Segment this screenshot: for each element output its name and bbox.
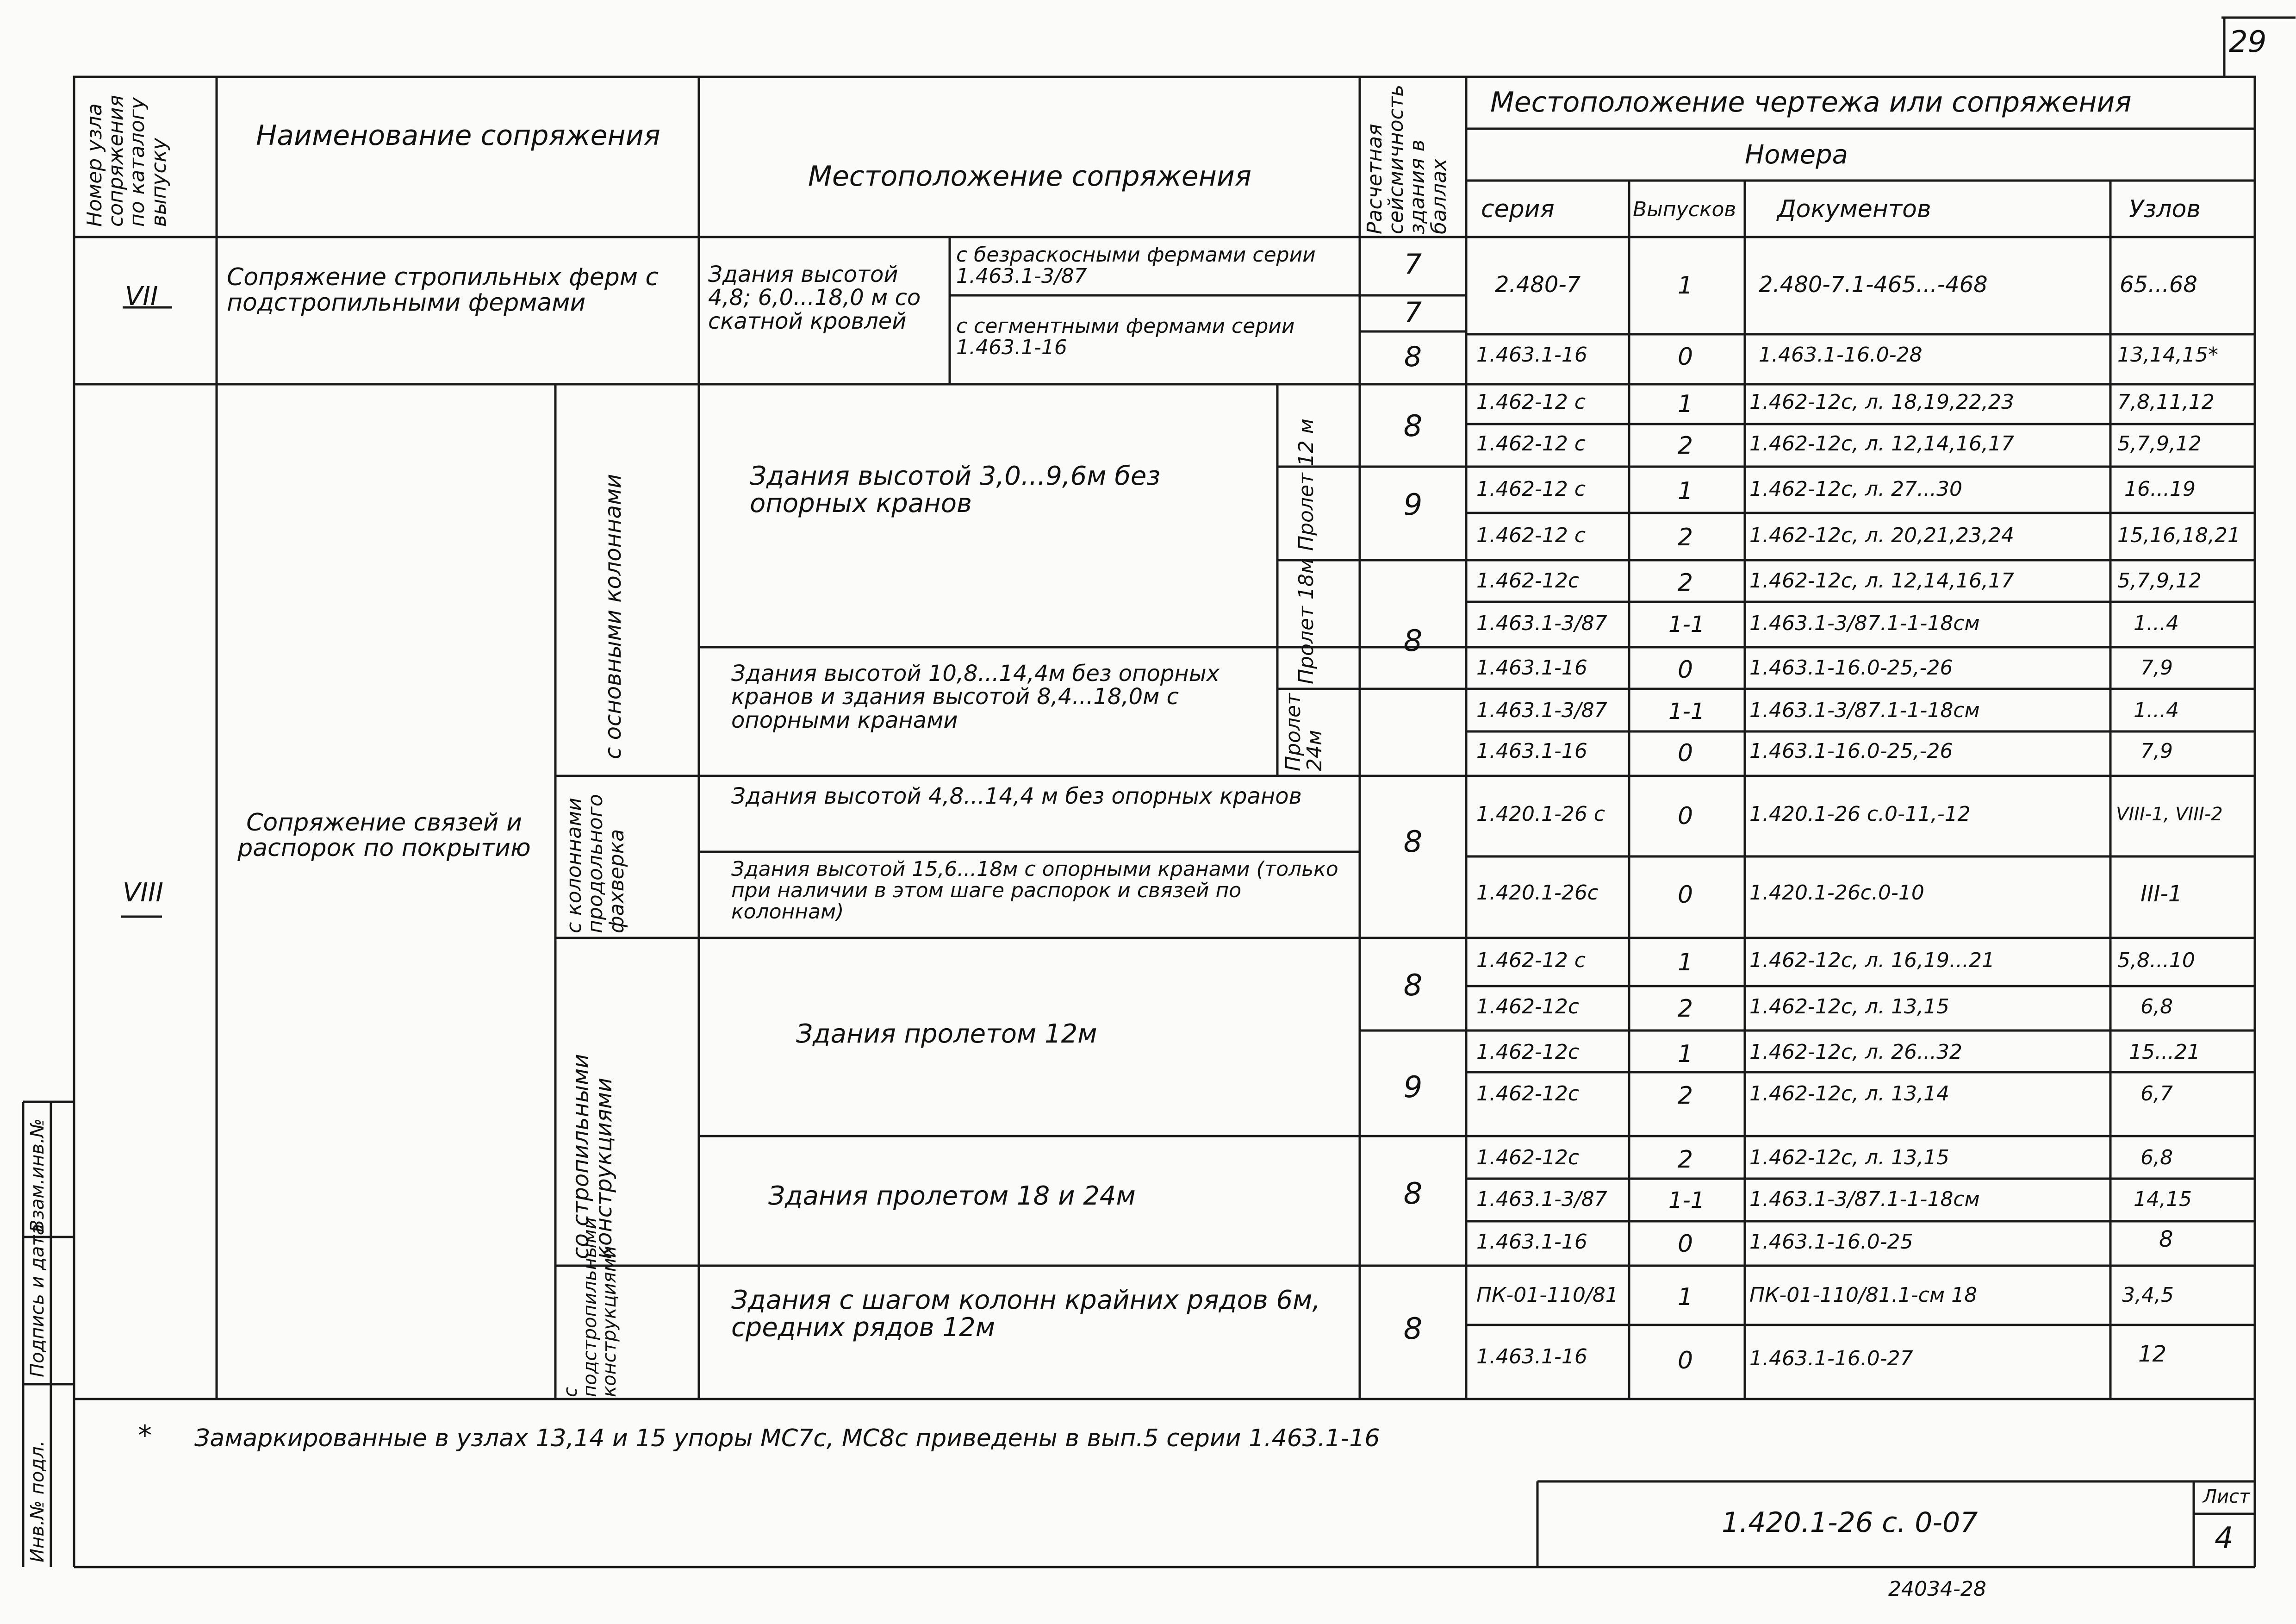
cell-document: 1.463.1-16.0-27: [1749, 1347, 1913, 1370]
header-nodes: Узлов: [2129, 195, 2201, 223]
cell-series: 1.420.1-26с: [1476, 881, 1599, 905]
cell-series: 1.462-12с: [1476, 569, 1580, 593]
cell-document: 1.463.1-3/87.1-1-18см: [1749, 612, 1980, 635]
cell-issue: 1-1: [1668, 612, 1705, 637]
seismic-e: 8: [1403, 968, 1423, 1003]
cell-document: 1.462-12с, л. 12,14,16,17: [1749, 569, 2014, 593]
cell-issue: 1-1: [1668, 1187, 1705, 1213]
cell-document: 1.463.1-16.0-28: [1759, 343, 1923, 367]
cell-nodes: 1...4: [2134, 699, 2179, 722]
document-code: 1.420.1-26 с. 0-07: [1722, 1506, 1978, 1539]
header-series: серия: [1481, 195, 1555, 223]
group-vii-location: Здания высотой 4,8; 6,0...18,0 м со скатной кровлей: [708, 262, 921, 334]
cell-issue: 0: [1678, 343, 1693, 371]
cell-document: 1.463.1-16.0-25,-26: [1749, 656, 1953, 680]
cell-series: 1.462-12с: [1476, 1146, 1580, 1169]
cell-document: 2.480-7.1-465...-468: [1759, 272, 1988, 298]
sheet-number-stamp: 4: [2215, 1521, 2234, 1555]
cell-nodes: 6,8: [2140, 1146, 2173, 1169]
seismic-b: 9: [1403, 488, 1423, 522]
cell-series: 1.462-12с: [1476, 995, 1580, 1018]
cell-series: ПК-01-110/81: [1476, 1283, 1618, 1307]
cell-series: 1.420.1-26 с: [1476, 802, 1605, 826]
group-viii-name: Сопряжение связей и распорок по покрытию: [237, 809, 531, 862]
location-2: Здания высотой 10,8...14,4м без опорных кранов и здания высотой 8,4...18,0м с опорными кранами: [731, 661, 1220, 733]
location-6: Здания пролетом 18 и 24м: [768, 1181, 1136, 1211]
margin-inventory-label: Инв.№ подл.: [27, 1440, 48, 1562]
cell-issue: 0: [1678, 656, 1693, 684]
section-main-columns: с основными колоннами: [600, 474, 626, 759]
cell-document: 1.462-12с, л. 20,21,23,24: [1749, 524, 2014, 547]
cell-series: 1.463.1-16: [1476, 1230, 1587, 1254]
group-vii-sub-a: с безраскосными фермами серии 1.463.1-3/87: [956, 243, 1316, 288]
cell-document: 1.463.1-16.0-25,-26: [1749, 739, 1953, 763]
cell-series: 1.463.1-3/87: [1476, 612, 1607, 635]
cell-issue: 2: [1678, 569, 1693, 597]
seismic-h: 8: [1403, 1312, 1423, 1346]
margin-replacement-label: Взам.инв.№: [27, 1118, 48, 1232]
cell-issue: 2: [1678, 1082, 1693, 1110]
seismic-vii-b: 7: [1404, 296, 1422, 329]
header-node-number: Номер узла сопряжения по каталогу выпуску: [83, 95, 171, 227]
cell-issue: 1: [1678, 1283, 1693, 1311]
cell-series: 1.462-12с: [1476, 1040, 1580, 1064]
cell-series: 1.463.1-16: [1476, 343, 1587, 367]
cell-nodes: 15,16,18,21: [2117, 524, 2240, 547]
cell-issue: 1: [1678, 1040, 1693, 1068]
group-vii-number: VII: [125, 281, 158, 312]
sheet-number: 29: [2229, 25, 2267, 59]
cell-issue: 1: [1678, 949, 1693, 976]
cell-nodes: 6,8: [2140, 995, 2173, 1018]
cell-nodes: III-1: [2140, 881, 2183, 907]
header-documents: Документов: [1777, 195, 1931, 223]
cell-issue: 0: [1678, 802, 1693, 830]
span-12: Пролет 12 м: [1294, 418, 1318, 551]
location-5: Здания пролетом 12м: [796, 1019, 1097, 1049]
group-vii-sub-b: с сегментными фермами серии 1.463.1-16: [956, 314, 1295, 360]
cell-issue: 0: [1678, 739, 1693, 767]
seismic-vii-c: 8: [1404, 341, 1422, 373]
cell-nodes: 16...19: [2124, 477, 2196, 501]
cell-document: 1.462-12с, л. 13,15: [1749, 1146, 1950, 1169]
location-3: Здания высотой 4,8...14,4 м без опорных кранов: [731, 783, 1302, 809]
cell-document: 1.462-12с, л. 13,14: [1749, 1082, 1950, 1106]
location-7: Здания с шагом колонн крайних рядов 6м, средних рядов 12м: [731, 1285, 1321, 1343]
cell-series: 1.462-12 с: [1476, 477, 1586, 501]
span-18: Пролет 18м: [1294, 558, 1318, 684]
cell-document: 1.462-12с, л. 26...32: [1749, 1040, 1963, 1064]
cell-issue: 2: [1678, 524, 1693, 551]
cell-document: ПК-01-110/81.1-см 18: [1749, 1283, 1978, 1307]
seismic-g: 8: [1403, 1177, 1423, 1211]
cell-issue: 0: [1678, 881, 1693, 909]
cell-series: 1.463.1-16: [1476, 1345, 1587, 1368]
cell-nodes: 7,8,11,12: [2117, 390, 2215, 414]
span-24: Пролет 24м: [1282, 693, 1327, 771]
cell-issue: 2: [1678, 1146, 1693, 1174]
cell-series: 1.462-12 с: [1476, 524, 1586, 547]
group-vii-name: Сопряжение стропильных ферм с подстропильными фермами: [227, 263, 659, 317]
cell-series: 1.463.1-3/87: [1476, 699, 1607, 722]
cell-nodes: 7,9: [2140, 739, 2173, 763]
cell-issue: 0: [1678, 1230, 1693, 1258]
section-facade-columns: с колоннами продольного фахверка: [562, 794, 629, 933]
seismic-a: 8: [1403, 409, 1423, 443]
cell-issue: 1: [1678, 477, 1693, 505]
location-4: Здания высотой 15,6...18м с опорными кранами (только при наличии в этом шаге распорок и связей по колоннам): [731, 857, 1338, 924]
archive-number: 24034-28: [1888, 1577, 1986, 1601]
cell-document: 1.420.1-26 с.0-11,-12: [1749, 802, 1971, 826]
cell-nodes: 15...21: [2129, 1040, 2200, 1064]
cell-nodes: 14,15: [2134, 1187, 2192, 1211]
seismic-f: 9: [1403, 1070, 1423, 1105]
cell-nodes: 3,4,5: [2122, 1283, 2174, 1307]
cell-document: 1.463.1-3/87.1-1-18см: [1749, 1187, 1980, 1211]
cell-document: 1.462-12с, л. 18,19,22,23: [1749, 390, 2014, 414]
header-seismic: Расчетная сейсмичность здания в баллах: [1363, 84, 1451, 234]
seismic-vii-a: 7: [1404, 248, 1422, 281]
cell-document: 1.420.1-26с.0-10: [1749, 881, 1924, 905]
seismic-c: 8: [1403, 624, 1423, 658]
location-1: Здания высотой 3,0...9,6м без опорных кранов: [750, 461, 1161, 518]
cell-series: 1.462-12с: [1476, 1082, 1580, 1106]
cell-nodes: 1...4: [2134, 612, 2179, 635]
header-location: Местоположение сопряжения: [808, 160, 1251, 193]
cell-nodes: 12: [2138, 1341, 2167, 1367]
cell-issue: 2: [1678, 995, 1693, 1023]
margin-signature-label: Подпись и дата: [27, 1224, 48, 1377]
seismic-d: 8: [1403, 825, 1423, 859]
cell-issue: 0: [1678, 1347, 1693, 1374]
cell-series: 1.462-12 с: [1476, 390, 1586, 414]
cell-series: 1.462-12 с: [1476, 432, 1586, 456]
header-drawing-location: Местоположение чертежа или сопряжения: [1490, 86, 2132, 119]
cell-series: 1.462-12 с: [1476, 949, 1586, 972]
cell-document: 1.462-12с, л. 12,14,16,17: [1749, 432, 2014, 456]
footnote: Замаркированные в узлах 13,14 и 15 упоры МС7с, МС8с приведены в вып.5 серии 1.463.1-16: [194, 1424, 1380, 1452]
header-issue: Выпусков: [1633, 198, 1736, 221]
cell-issue: 2: [1678, 432, 1693, 460]
cell-issue: 1-1: [1668, 699, 1705, 725]
cell-nodes: 5,7,9,12: [2117, 432, 2202, 456]
cell-nodes: 7,9: [2140, 656, 2173, 680]
cell-document: 1.462-12с, л. 16,19...21: [1749, 949, 1995, 972]
cell-nodes: 8: [2159, 1226, 2173, 1252]
cell-nodes: 65...68: [2120, 272, 2197, 298]
cell-document: 1.463.1-3/87.1-1-18см: [1749, 699, 1980, 722]
cell-issue: 1: [1678, 272, 1693, 300]
section-rafter-structures: со стропильными конструкциями: [568, 1054, 617, 1259]
cell-document: 1.463.1-16.0-25: [1749, 1230, 1913, 1254]
cell-series: 2.480-7: [1495, 272, 1581, 298]
section-subrafter-structures: с подстропильными конструкциями: [560, 1217, 620, 1397]
header-name: Наименование сопряжения: [256, 119, 660, 152]
header-numbers: Номера: [1745, 140, 1848, 170]
cell-nodes: 5,7,9,12: [2117, 569, 2202, 593]
cell-series: 1.463.1-16: [1476, 739, 1587, 763]
cell-nodes: 6,7: [2140, 1082, 2173, 1106]
cell-nodes: VIII-1, VIII-2: [2116, 804, 2223, 825]
sheet-label: Лист: [2203, 1486, 2250, 1507]
group-viii-number: VIII: [123, 878, 163, 908]
cell-series: 1.463.1-3/87: [1476, 1187, 1607, 1211]
footnote-mark: *: [138, 1419, 152, 1452]
cell-document: 1.462-12с, л. 13,15: [1749, 995, 1950, 1018]
cell-issue: 1: [1678, 390, 1693, 418]
cell-document: 1.462-12с, л. 27...30: [1749, 477, 1963, 501]
cell-series: 1.463.1-16: [1476, 656, 1587, 680]
cell-nodes: 13,14,15*: [2117, 343, 2218, 367]
cell-nodes: 5,8...10: [2117, 949, 2195, 972]
